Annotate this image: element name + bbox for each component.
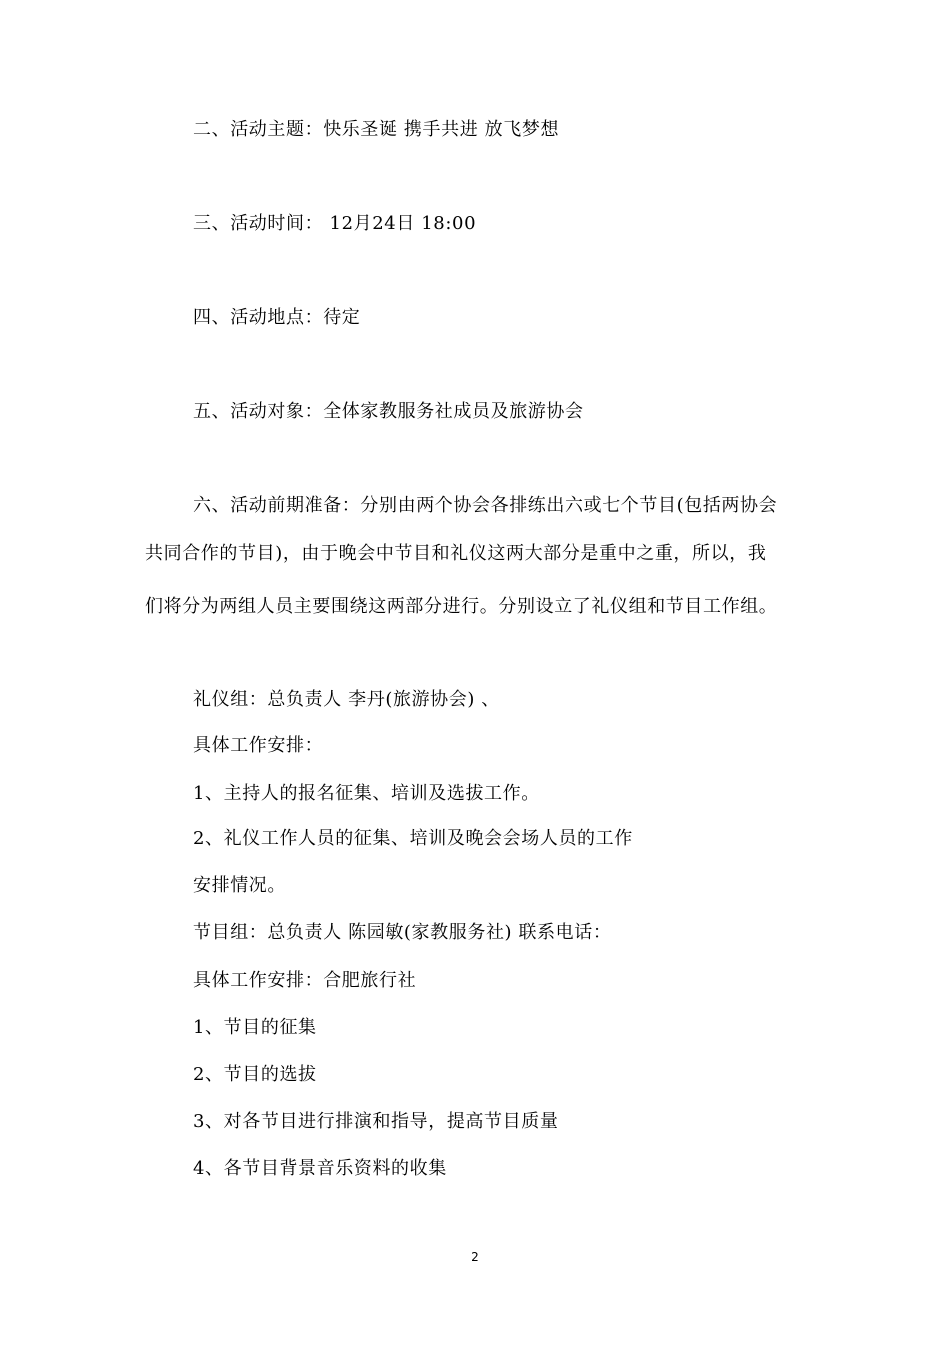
program-group-head: 节目组：总负责人 陈园敏(家教服务社) 联系电话： [193, 922, 612, 943]
paragraph-line: 们将分为两组人员主要围绕这两部分进行。分别设立了礼仪组和节目工作组。 [145, 596, 778, 617]
section-time: 三、活动时间： 12月24日 18:00 [193, 213, 477, 234]
section-theme: 二、活动主题：快乐圣诞 携手共进 放飞梦想 [193, 119, 560, 140]
list-item: 2、礼仪工作人员的征集、培训及晚会会场人员的工作 [193, 828, 633, 849]
list-item: 1、节目的征集 [193, 1017, 317, 1038]
paragraph-line: 六、活动前期准备：分别由两个协会各排练出六或七个节目(包括两协会 [193, 495, 778, 516]
list-item: 2、节目的选拔 [193, 1064, 317, 1085]
paragraph-line: 共同合作的节目)，由于晚会中节目和礼仪这两大部分是重中之重，所以，我 [145, 543, 767, 564]
list-item: 4、各节目背景音乐资料的收集 [193, 1158, 447, 1179]
list-item: 1、主持人的报名征集、培训及选拔工作。 [193, 783, 540, 804]
section-location: 四、活动地点：待定 [193, 307, 361, 328]
etiquette-arrangement-label: 具体工作安排： [193, 735, 324, 756]
section-audience: 五、活动对象：全体家教服务社成员及旅游协会 [193, 401, 584, 422]
list-item: 3、对各节目进行排演和指导，提高节目质量 [193, 1111, 559, 1132]
program-arrangement-label: 具体工作安排：合肥旅行社 [193, 970, 417, 991]
etiquette-group-head: 礼仪组：总负责人 李丹(旅游协会) 、 [193, 689, 500, 710]
page-number: 2 [471, 1250, 479, 1264]
list-item: 安排情况。 [193, 875, 286, 896]
